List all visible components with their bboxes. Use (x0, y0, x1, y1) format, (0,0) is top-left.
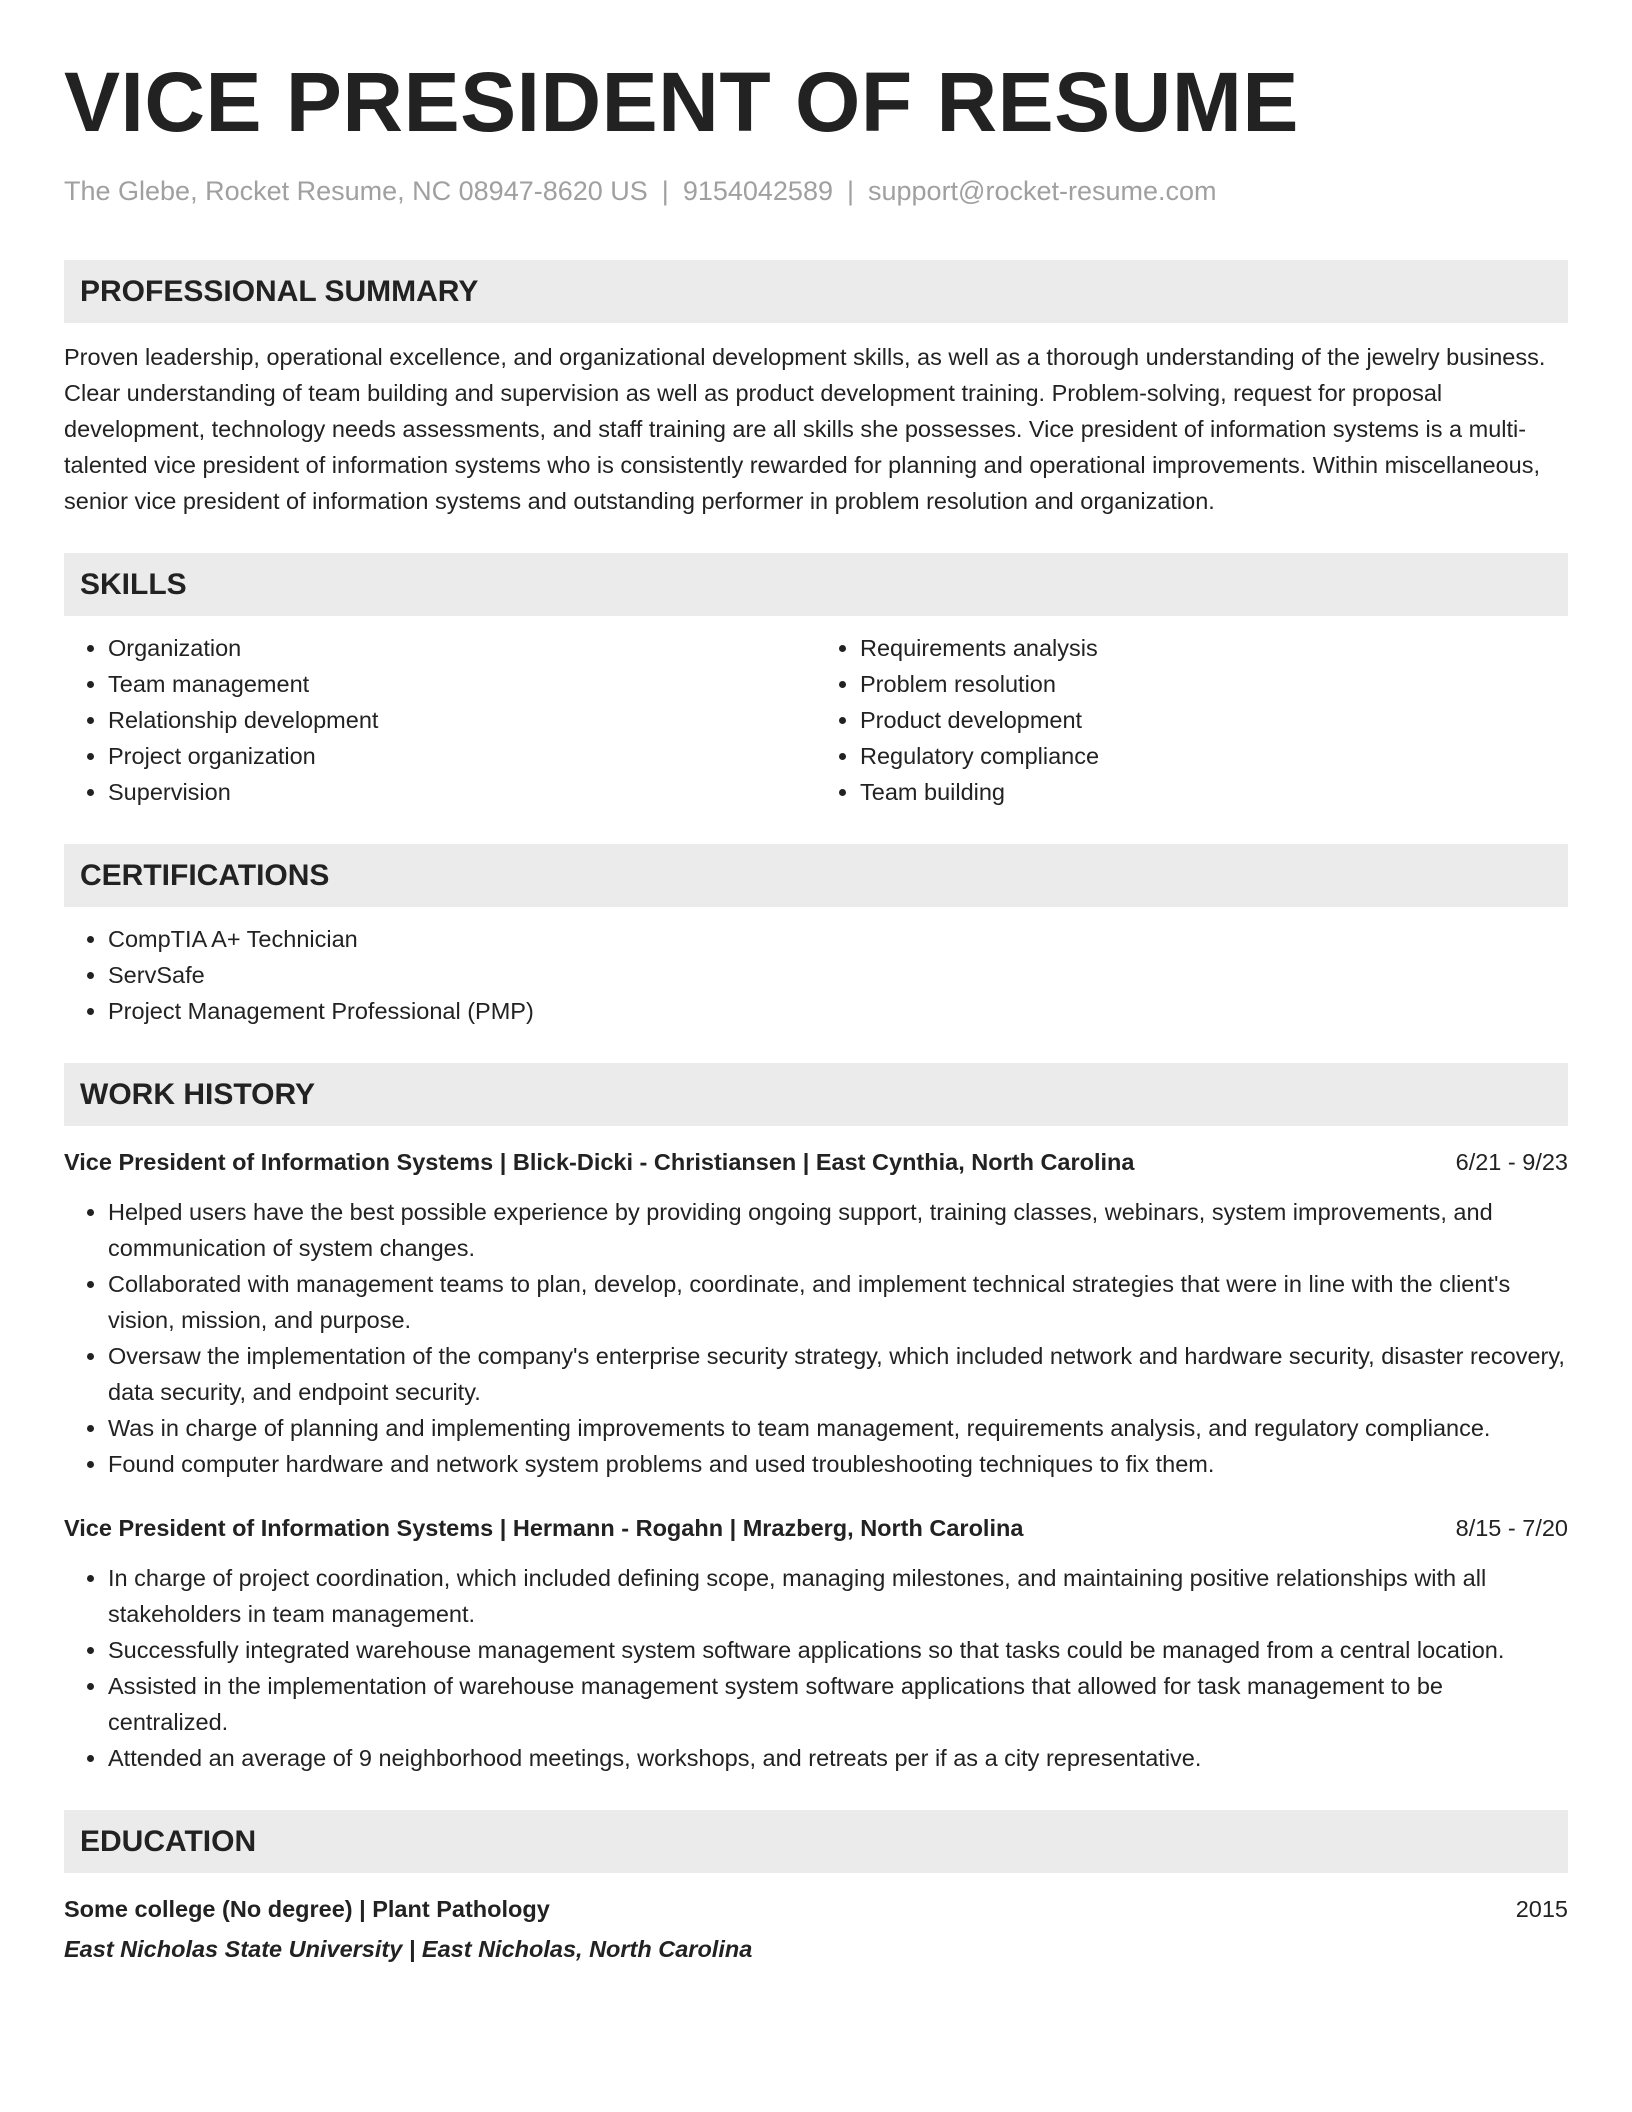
section-heading-education: EDUCATION (64, 1810, 1568, 1873)
skill-item: • Supervision (108, 774, 816, 810)
contact-email: support@rocket-resume.com (868, 176, 1217, 206)
job-bullet: • Assisted in the implementation of warehouse management system software applications that allowed for task management to be centralized. (108, 1668, 1568, 1740)
contact-separator: | (846, 176, 854, 206)
education-header (64, 1891, 1568, 1927)
contact-phone: 9154042589 (682, 176, 833, 206)
section-heading-skills: SKILLS (64, 553, 1568, 616)
contact-address: The Glebe, Rocket Resume, NC 08947-8620 US (64, 176, 648, 206)
job-header (64, 1510, 1568, 1546)
skill-item: • Problem resolution (860, 666, 1568, 702)
job-bullet: • Helped users have the best possible experience by providing ongoing support, training classes, webinars, system improvements, and communication of system changes. (108, 1194, 1568, 1266)
contact-separator: | (661, 176, 669, 206)
job-entry (64, 1510, 1568, 1776)
job-bullets (64, 1560, 1568, 1776)
job-bullet: • Collaborated with management teams to plan, develop, coordinate, and implement technical strategies that were in line with the client's vision, mission, and purpose. (108, 1266, 1568, 1338)
skill-item: • Team building (860, 774, 1568, 810)
education-degree: Some college (No degree) | Plant Pathology (64, 1896, 550, 1922)
job-title: Vice President of Information Systems | Blick-Dicki - Christiansen | East Cynthia, North Carolina (64, 1149, 1135, 1175)
education-year: 2015 (1515, 1896, 1568, 1922)
skill-item: • Project organization (108, 738, 816, 774)
summary-text: Proven leadership, operational excellence, and organizational development skills, as well as a thorough understanding of the jewelry business. Clear understanding of team building and supervision as well as product development training. Problem-solving, request for proposal development, technology needs assessments, and staff training are all skills she possesses. Vice president of information systems is a multi-talented vice president of information systems who is consistently rewarded for planning and operational improvements. Within miscellaneous, senior vice president of information systems and outstanding performer in problem resolution and organization. (64, 344, 1546, 514)
skill-item: • Product development (860, 702, 1568, 738)
job-bullets (64, 1194, 1568, 1482)
section-heading-certifications: CERTIFICATIONS (64, 844, 1568, 907)
job-entry (64, 1144, 1568, 1482)
candidate-name: VICE PRESIDENT OF RESUME (64, 55, 1299, 149)
skill-item: • Relationship development (108, 702, 816, 738)
job-bullet: • Attended an average of 9 neighborhood meetings, workshops, and retreats per if as a city representative. (108, 1740, 1568, 1776)
certifications-list (64, 921, 1568, 1029)
job-bullet: • Successfully integrated warehouse management system software applications so that tasks could be managed from a central location. (108, 1632, 1568, 1668)
job-bullet: • Was in charge of planning and implementing improvements to team management, requirements analysis, and regulatory compliance. (108, 1410, 1568, 1446)
job-bullet: • Found computer hardware and network system problems and used troubleshooting techniques to fix them. (108, 1446, 1568, 1482)
education-school: East Nicholas State University | East Nicholas, North Carolina (64, 1936, 753, 1962)
skills-columns (64, 630, 1568, 810)
section-heading-work-history: WORK HISTORY (64, 1063, 1568, 1126)
section-heading-summary: PROFESSIONAL SUMMARY (64, 260, 1568, 323)
job-dates: 6/21 - 9/23 (1455, 1149, 1568, 1175)
job-header (64, 1144, 1568, 1180)
certification-item: • ServSafe (108, 957, 1568, 993)
skills-list-right (816, 630, 1568, 810)
skill-item: • Organization (108, 630, 816, 666)
skills-list-left (64, 630, 816, 810)
certification-item: • Project Management Professional (PMP) (108, 993, 1568, 1029)
skill-item: • Requirements analysis (860, 630, 1568, 666)
contact-line (64, 174, 1568, 208)
certification-item: • CompTIA A+ Technician (108, 921, 1568, 957)
job-bullet: • In charge of project coordination, which included defining scope, managing milestones, and maintaining positive relationships with all stakeholders in team management. (108, 1560, 1568, 1632)
skill-item: • Team management (108, 666, 816, 702)
job-dates: 8/15 - 7/20 (1455, 1515, 1568, 1541)
job-title: Vice President of Information Systems | Hermann - Rogahn | Mrazberg, North Carolina (64, 1515, 1024, 1541)
job-bullet: • Oversaw the implementation of the company's enterprise security strategy, which included network and hardware security, disaster recovery, data security, and endpoint security. (108, 1338, 1568, 1410)
skill-item: • Regulatory compliance (860, 738, 1568, 774)
